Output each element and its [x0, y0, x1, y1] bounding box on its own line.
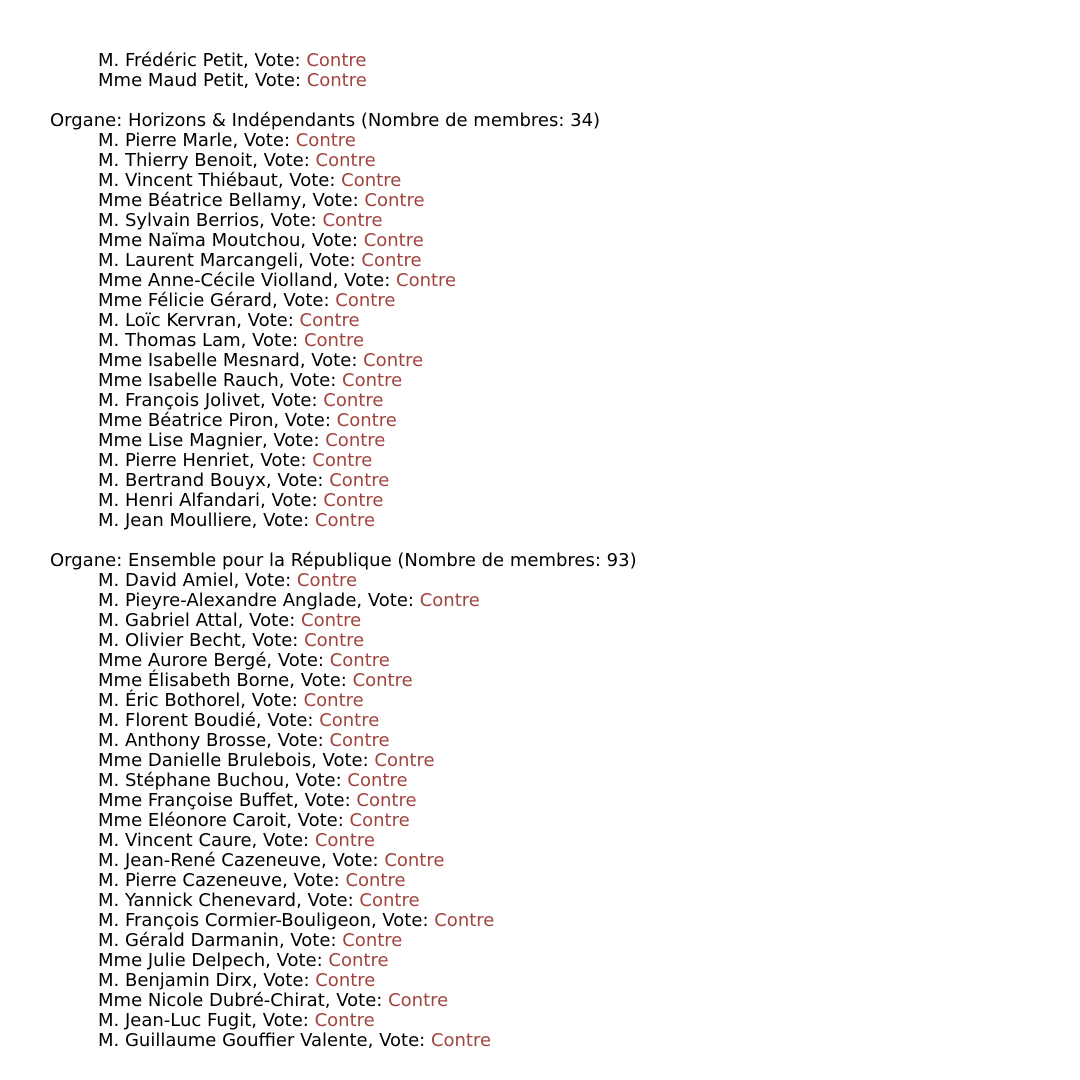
member-name: M. David Amiel — [98, 570, 234, 591]
member-row — [50, 291, 1050, 311]
vote-value: Contre — [314, 830, 375, 851]
member-name: Mme Julie Delpech — [98, 950, 266, 971]
member-name: M. Laurent Marcangeli — [98, 250, 299, 271]
member-name: M. Gérald Darmanin — [98, 930, 279, 951]
vote-value: Contre — [363, 350, 424, 371]
member-name: Mme Isabelle Mesnard — [98, 350, 300, 371]
vote-label: , Vote: — [298, 250, 362, 271]
vote-value: Contre — [303, 330, 365, 351]
vote-value: Contre — [345, 870, 406, 891]
vote-value: Contre — [299, 310, 360, 331]
member-name: Mme Eléonore Caroit — [98, 810, 287, 831]
vote-label: , Vote: — [278, 370, 343, 391]
member-row — [50, 471, 1050, 491]
vote-value: Contre — [295, 130, 356, 151]
vote-value: Contre — [325, 430, 386, 451]
member-name: M. Gabriel Attal — [98, 610, 238, 631]
member-row — [50, 711, 1050, 731]
member-count: 93 — [606, 550, 630, 571]
member-row — [50, 371, 1050, 391]
vote-label: , Vote: — [251, 510, 315, 531]
member-name: M. Guillaume Gouffier Valente — [98, 1030, 368, 1051]
member-name: M. Vincent Caure — [98, 830, 252, 851]
member-name: M. Pierre Henriet — [98, 450, 249, 471]
member-name: Mme Nicole Dubré-Chirat — [98, 990, 325, 1011]
vote-value: Contre — [356, 790, 417, 811]
member-row — [50, 391, 1050, 411]
member-row — [50, 611, 1050, 631]
member-name: Mme Isabelle Rauch — [98, 370, 279, 391]
member-row — [50, 911, 1050, 931]
member-row — [50, 831, 1050, 851]
member-name: M. Pierre Cazeneuve — [98, 870, 283, 891]
member-row — [50, 311, 1050, 331]
vote-value: Contre — [419, 590, 480, 611]
vote-label: , Vote: — [240, 690, 304, 711]
organe-label: Organe: — [50, 110, 128, 131]
vote-value: Contre — [306, 50, 367, 71]
vote-value: Contre — [319, 710, 380, 731]
member-row — [50, 1011, 1050, 1031]
member-name: Mme Maud Petit — [98, 70, 244, 91]
vote-label: , Vote: — [232, 130, 296, 151]
member-name: M. Pierre Marle — [98, 130, 233, 151]
member-name: Mme Aurore Bergé — [98, 650, 267, 671]
vote-value: Contre — [342, 930, 403, 951]
member-row — [50, 591, 1050, 611]
vote-label: , Vote: — [251, 1010, 315, 1031]
vote-label: , Vote: — [286, 810, 350, 831]
vote-label: , Vote: — [233, 570, 297, 591]
group-spacer — [50, 91, 1050, 111]
vote-label: , Vote: — [273, 410, 337, 431]
member-name: M. Stéphane Buchou — [98, 770, 285, 791]
vote-label: , Vote: — [240, 330, 304, 351]
vote-label: , Vote: — [278, 930, 343, 951]
vote-label: , Vote: — [261, 430, 326, 451]
member-name: Mme Naïma Moutchou — [98, 230, 301, 251]
vote-label: , Vote: — [277, 170, 342, 191]
member-row — [50, 231, 1050, 251]
member-row — [50, 171, 1050, 191]
member-row — [50, 271, 1050, 291]
member-row — [50, 931, 1050, 951]
member-name: M. Anthony Brosse — [98, 730, 267, 751]
vote-label: , Vote: — [248, 450, 313, 471]
vote-label: , Vote: — [252, 150, 316, 171]
member-row — [50, 971, 1050, 991]
member-row — [50, 511, 1050, 531]
vote-value: Contre — [359, 890, 420, 911]
member-name: M. Vincent Thiébaut — [98, 170, 278, 191]
vote-label: , Vote: — [356, 590, 420, 611]
vote-value: Contre — [315, 970, 376, 991]
member-name: Mme Félicie Gérard — [98, 290, 272, 311]
vote-document — [50, 51, 1050, 1051]
member-row — [50, 491, 1050, 511]
member-name: M. Thomas Lam — [98, 330, 241, 351]
member-name: M. Éric Bothorel — [98, 690, 241, 711]
member-row — [50, 671, 1050, 691]
member-name: M. Thierry Benoit — [98, 150, 253, 171]
member-name: M. Frédéric Petit — [98, 50, 244, 71]
member-name: M. Pieyre-Alexandre Anglade — [98, 590, 357, 611]
member-name: M. François Cormier-Bouligeon — [98, 910, 371, 931]
member-name: M. Jean-Luc Fugit — [98, 1010, 252, 1031]
member-row — [50, 351, 1050, 371]
member-name: M. Olivier Becht — [98, 630, 241, 651]
vote-label: , Vote: — [236, 310, 300, 331]
vote-value: Contre — [396, 270, 457, 291]
organe-label: Organe: — [50, 550, 128, 571]
member-row — [50, 331, 1050, 351]
vote-value: Contre — [323, 390, 384, 411]
vote-label: , Vote: — [284, 770, 348, 791]
vote-label: , Vote: — [251, 830, 315, 851]
vote-label: , Vote: — [271, 290, 336, 311]
vote-label: , Vote: — [299, 350, 364, 371]
vote-value: Contre — [361, 250, 422, 271]
vote-label: , Vote: — [311, 750, 375, 771]
member-name: M. François Jolivet — [98, 390, 260, 411]
vote-label: , Vote: — [265, 950, 329, 971]
member-name: Mme Françoise Buffet — [98, 790, 294, 811]
member-row — [50, 691, 1050, 711]
member-row — [50, 871, 1050, 891]
member-name: M. Jean Moulliere — [98, 510, 252, 531]
group-header: Organe: Horizons & Indépendants (Nombre de membres: 34) — [50, 110, 601, 131]
vote-value: Contre — [315, 150, 376, 171]
vote-value: Contre — [306, 70, 367, 91]
member-row — [50, 191, 1050, 211]
vote-label: , Vote: — [237, 610, 302, 631]
member-name: Mme Anne-Cécile Violland — [98, 270, 333, 291]
member-name: M. Benjamin Dirx — [98, 970, 252, 991]
member-row — [50, 51, 1050, 71]
vote-label: , Vote: — [282, 870, 346, 891]
member-count-label: Nombre de membres: — [367, 110, 571, 131]
member-row — [50, 891, 1050, 911]
member-name: M. Bertrand Bouyx — [98, 470, 266, 491]
vote-label: , Vote: — [259, 210, 323, 231]
vote-value: Contre — [329, 730, 390, 751]
vote-label: , Vote: — [324, 990, 389, 1011]
member-row — [50, 651, 1050, 671]
vote-value: Contre — [303, 690, 364, 711]
member-name: M. Florent Boudié — [98, 710, 256, 731]
member-name: M. Yannick Chenevard — [98, 890, 297, 911]
vote-label: , Vote: — [260, 490, 324, 511]
member-row — [50, 1031, 1050, 1051]
member-row — [50, 571, 1050, 591]
vote-label: , Vote: — [296, 890, 360, 911]
vote-value: Contre — [323, 490, 384, 511]
vote-value: Contre — [349, 810, 410, 831]
vote-label: , Vote: — [259, 390, 324, 411]
group-header: Organe: Ensemble pour la République (Nombre de membres: 93) — [50, 550, 637, 571]
member-name: Mme Béatrice Bellamy — [98, 190, 302, 211]
vote-label: , Vote: — [321, 850, 385, 871]
member-name: M. Loïc Kervran — [98, 310, 237, 331]
member-row — [50, 791, 1050, 811]
vote-value: Contre — [364, 190, 425, 211]
vote-label: , Vote: — [301, 190, 365, 211]
vote-value: Contre — [430, 1030, 492, 1051]
member-row — [50, 211, 1050, 231]
vote-value: Contre — [341, 170, 402, 191]
member-row — [50, 151, 1050, 171]
vote-value: Contre — [347, 770, 408, 791]
member-row — [50, 851, 1050, 871]
vote-value: Contre — [322, 210, 383, 231]
group-name: Ensemble pour la République — [127, 550, 392, 571]
member-row — [50, 451, 1050, 471]
vote-value: Contre — [329, 470, 390, 491]
group-spacer — [50, 531, 1050, 551]
member-row — [50, 431, 1050, 451]
member-row — [50, 631, 1050, 651]
vote-value: Contre — [352, 670, 413, 691]
vote-label: , Vote: — [293, 790, 357, 811]
member-name: M. Jean-René Cazeneuve — [98, 850, 322, 871]
vote-value: Contre — [374, 750, 435, 771]
member-row — [50, 411, 1050, 431]
vote-label: , Vote: — [289, 670, 353, 691]
vote-label: , Vote: — [265, 470, 330, 491]
vote-value: Contre — [363, 230, 424, 251]
member-name: Mme Élisabeth Borne — [98, 670, 290, 691]
vote-label: , Vote: — [332, 270, 396, 291]
member-row — [50, 251, 1050, 271]
member-row — [50, 951, 1050, 971]
vote-value: Contre — [304, 630, 365, 651]
vote-value: Contre — [312, 450, 373, 471]
vote-value: Contre — [314, 510, 376, 531]
member-name: Mme Lise Magnier — [98, 430, 262, 451]
member-name: Mme Béatrice Piron — [98, 410, 274, 431]
vote-value: Contre — [301, 610, 362, 631]
vote-label: , Vote: — [251, 970, 316, 991]
vote-value: Contre — [296, 570, 358, 591]
member-row — [50, 991, 1050, 1011]
member-count-label: Nombre de membres: — [404, 550, 607, 571]
vote-value: Contre — [388, 990, 449, 1011]
vote-value: Contre — [329, 650, 390, 671]
member-name: M. Sylvain Berrios — [98, 210, 260, 231]
vote-label: , Vote: — [240, 630, 305, 651]
vote-value: Contre — [434, 910, 495, 931]
member-row — [50, 771, 1050, 791]
vote-value: Contre — [314, 1010, 375, 1031]
vote-value: Contre — [384, 850, 445, 871]
vote-value: Contre — [342, 370, 403, 391]
member-name: Mme Danielle Brulebois — [98, 750, 312, 771]
member-row — [50, 811, 1050, 831]
member-row — [50, 71, 1050, 91]
member-count: 34 — [570, 110, 594, 131]
vote-label: , Vote: — [300, 230, 364, 251]
vote-label: , Vote: — [243, 50, 307, 71]
member-row — [50, 131, 1050, 151]
vote-value: Contre — [328, 950, 389, 971]
vote-label: , Vote: — [266, 650, 330, 671]
vote-label: , Vote: — [370, 910, 435, 931]
member-name: M. Henri Alfandari — [98, 490, 261, 511]
group-name: Horizons & Indépendants — [127, 110, 356, 131]
vote-label: , Vote: — [266, 730, 330, 751]
vote-label: , Vote: — [243, 70, 307, 91]
member-row — [50, 731, 1050, 751]
vote-value: Contre — [336, 410, 397, 431]
vote-label: , Vote: — [367, 1030, 431, 1051]
vote-label: , Vote: — [255, 710, 320, 731]
vote-value: Contre — [335, 290, 396, 311]
member-row — [50, 751, 1050, 771]
